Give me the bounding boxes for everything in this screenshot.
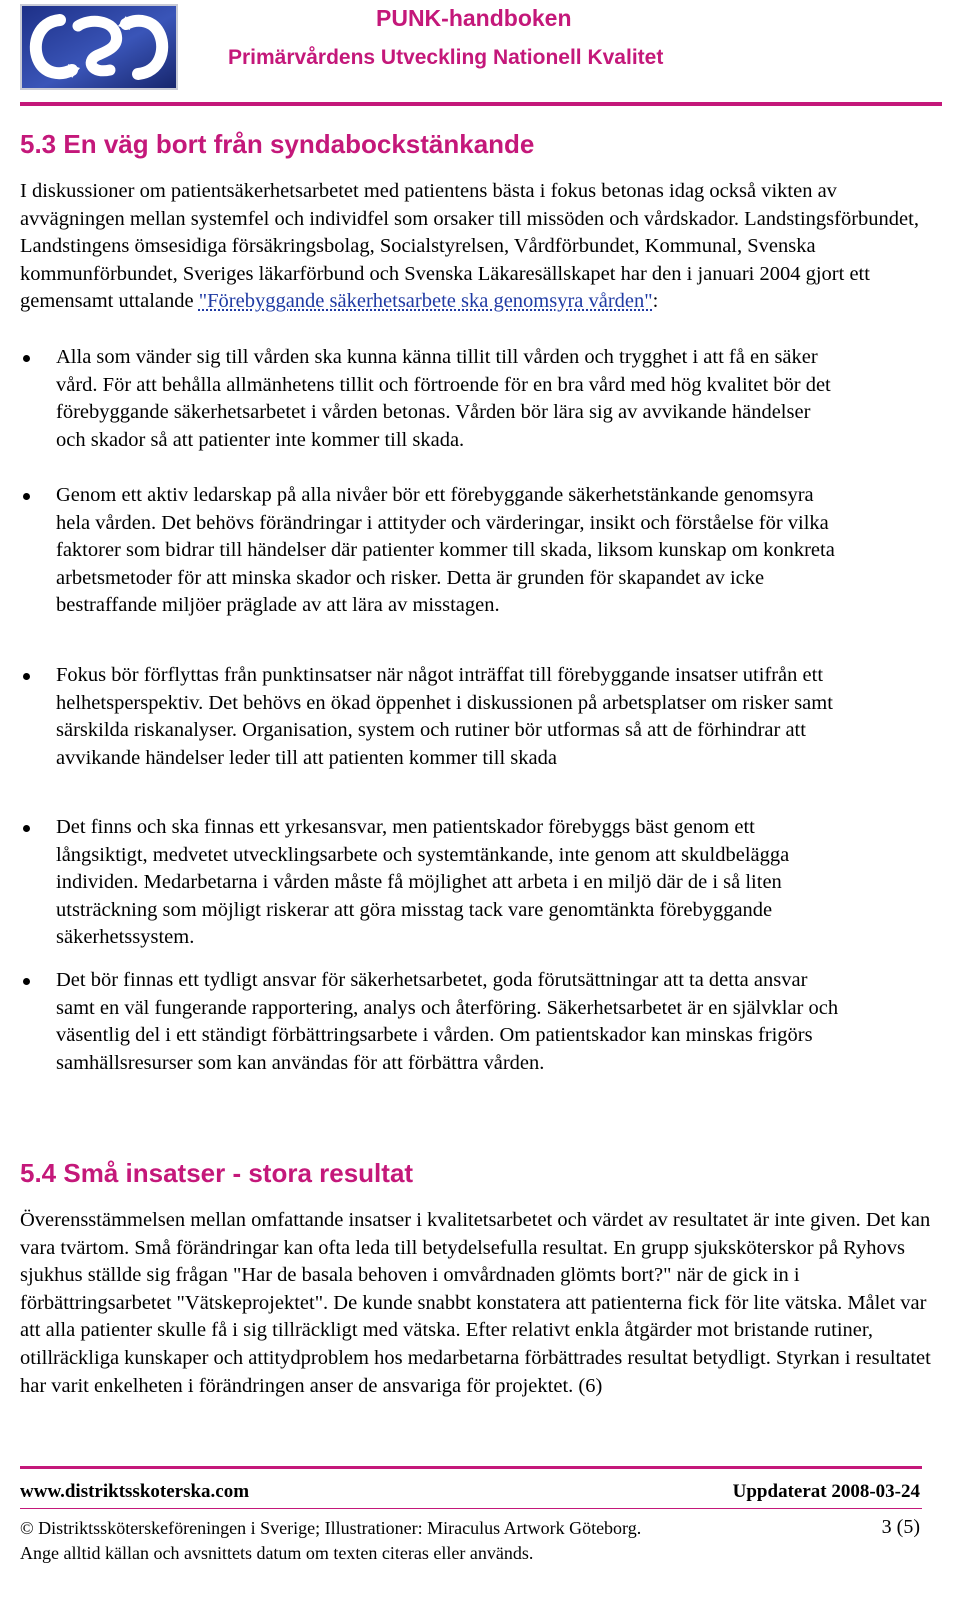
list-item bbox=[20, 814, 840, 952]
bullet-icon bbox=[23, 673, 30, 680]
bullet-icon bbox=[23, 493, 30, 500]
bullet-text: Det finns och ska finnas ett yrkesansvar, men patientskador förebyggs bäst genom ett långsiktigt, medvetet utvecklingsarbete och systemtänkande, inte genom att skuldbelägga individen. Medarbetarna i vården måste få möjlighet att arbeta i en miljö där de i så liten utsträckning som möjligt riskerar att göra misstag tack vare genomtänkta förebyggande säkerhetssystem. bbox=[56, 816, 790, 949]
punk-logo-icon bbox=[20, 4, 178, 90]
intro-text: I diskussioner om patientsäkerhetsarbetet med patientens bästa i fokus betonas idag också vikten av avvägningen mellan systemfel och individfel som orsaker till missöden och vårdskador. Landstingsförbundet, Landstingens ömsesidiga försäkringsbolag, Socialstyrelsen, Vårdförbundet, Kommunal, Svenska kommunförbundet, Sveriges läkarförbund och Svenska Läkaresällskapet har den i januari 2004 gjort ett gemensamt uttalande bbox=[20, 180, 919, 313]
footer-website: www.distriktsskoterska.com bbox=[20, 1481, 250, 1502]
document-subtitle: Primärvårdens Utveckling Nationell Kvalitet bbox=[228, 46, 664, 69]
section-heading-5-3: 5.3 En väg bort från syndabockstänkande bbox=[20, 129, 535, 159]
page-number: 3 (5) bbox=[881, 1516, 920, 1538]
intro-colon: : bbox=[652, 290, 659, 313]
footer-updated-date: Uppdaterat 2008-03-24 bbox=[732, 1481, 920, 1502]
bullet-text: Alla som vänder sig till vården ska kunna känna tillit till vården och trygghet i att få en säker vård. För att behålla allmänhetens tillit och förtroende för en bra vård med hög kvalitet bör det förebyggande säkerhetsarbetet i vården betonas. Vården bör lära sig av avvikande händelser och skador så att patienter inte kommer till skada. bbox=[56, 346, 831, 451]
list-item bbox=[20, 662, 840, 772]
section-heading-5-4: 5.4 Små insatser - stora resultat bbox=[20, 1158, 414, 1188]
footer-divider bbox=[20, 1466, 922, 1469]
bullet-text: Det bör finnas ett tydligt ansvar för säkerhetsarbetet, goda förutsättningar att ta detta ansvar samt en väl fungerande rapportering, analys och återföring. Säkerhetsarbetet är en självklar och väsentlig del i ett ständigt förbättringsarbete i vården. Om patientskador kan minskas frigörs samhällsresurser som kan användas för att förbättra vården. bbox=[56, 969, 839, 1074]
bullet-icon bbox=[23, 825, 30, 832]
bullet-icon bbox=[23, 355, 30, 362]
document-title: PUNK-handboken bbox=[376, 5, 572, 31]
header-divider bbox=[20, 102, 942, 106]
footer-thin-divider bbox=[20, 1508, 922, 1509]
section-5-3-intro bbox=[20, 178, 945, 316]
footer-citation-note: Ange alltid källan och avsnittets datum om texten citeras eller används. bbox=[20, 1543, 534, 1563]
bullet-text: Fokus bör förflyttas från punktinsatser när något inträffat till förebyggande insatser utifrån ett helhetsperspektiv. Det behövs en ökad öppenhet i diskussionen på arbetsplatser om risker samt särskilda riskanalyser. Organisation, system och rutiner bör utformas så att de förhindrar att avvikande händelser leder till att patienten kommer till skada bbox=[56, 664, 833, 769]
list-item bbox=[20, 967, 840, 1077]
list-item bbox=[20, 482, 840, 620]
bullet-text: Genom ett aktiv ledarskap på alla nivåer bör ett förebyggande säkerhetstänkande genomsyra hela vården. Det behövs förändringar i attityder och värderingar, insikt och förståelse för vilka faktorer som bidrar till händelser där patienter kommer till skada, liksom kunskap om konkreta arbetsmetoder för att minska skador och risker. Detta är grunden för skapandet av icke bestraffande miljöer präglade av att lära av misstagen. bbox=[56, 484, 835, 617]
bullet-icon bbox=[23, 978, 30, 985]
footer-copyright: © Distriktssköterskeföreningen i Sverige; Illustrationer: Miraculus Artwork Göteborg. bbox=[20, 1518, 642, 1538]
list-item bbox=[20, 344, 840, 454]
section-5-4-text: Överensstämmelsen mellan omfattande insatser i kvalitetsarbetet och värdet av resultatet är inte given. Det kan vara tvärtom. Små förändringar kan ofta leda till betydelsefulla resultat. En grupp sjuksköterskor på Ryhovs sjukhus ställde sig frågan "Har de basala behoven i omvårdnaden glömts bort?" när de gick in i förbättringsarbetet "Vätskeprojektet". De kunde snabbt konstatera att patienterna fick för lite vätska. Målet var att alla patienter skulle få i sig tillräckligt med vätska. Efter relativt enkla åtgärder mot bristande rutiner, otillräckliga kunskaper och attitydproblem hos medarbetarna förbättrades resultat betydligt. Styrkan i resultatet har varit enkelheten i förändringen anser de ansvariga för projektet. (6) bbox=[20, 1209, 931, 1397]
statement-link[interactable]: "Förebyggande säkerhetsarbete ska genomsyra vården" bbox=[198, 290, 653, 313]
